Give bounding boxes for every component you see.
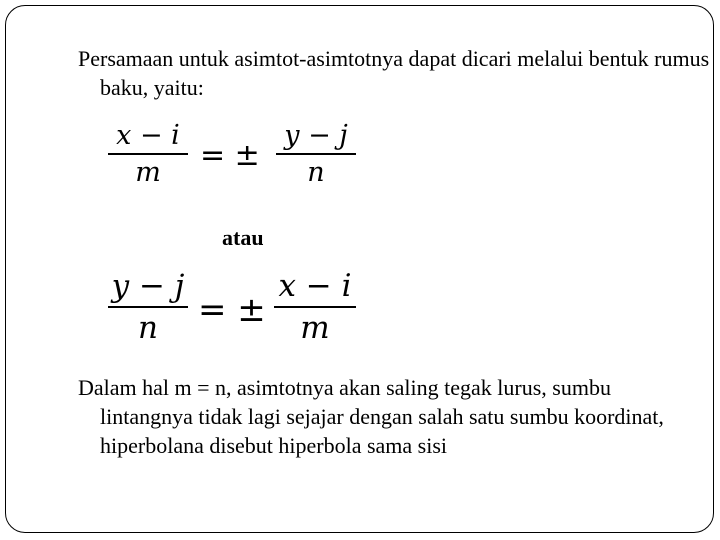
fraction-bar — [274, 306, 356, 308]
equals-plus-minus: = ± — [198, 290, 266, 330]
fraction-bar — [276, 153, 356, 155]
fraction-left — [108, 120, 188, 188]
fraction-right — [274, 268, 356, 346]
denominator: n — [138, 310, 158, 346]
fraction-bar — [108, 153, 188, 155]
intro-paragraph: Persamaan untuk asimtot-asimtotnya dapat dicari melalui bentuk rumus baku, yaitu: — [78, 46, 710, 100]
numerator: y − j — [284, 120, 348, 151]
separator-text: atau — [222, 225, 264, 250]
fraction-right — [276, 120, 356, 188]
fraction-bar — [108, 306, 188, 308]
equation-2 — [108, 268, 368, 353]
numerator: x − i — [278, 268, 352, 304]
numerator: y − j — [111, 268, 185, 304]
equals-plus-minus: = ± — [200, 138, 260, 173]
denominator: n — [307, 157, 325, 188]
numerator: x − i — [116, 120, 180, 151]
denominator: m — [300, 310, 330, 346]
conclusion-paragraph: Dalam hal m = n, asimtotnya akan saling tegak lurus, sumbu lintangnya tidak lagi sejajar dengan salah satu sumbu koordinat, hiperbolana disebut hiperbola sama sisi — [78, 375, 664, 458]
denominator: m — [135, 157, 161, 188]
fraction-left — [108, 268, 188, 346]
equation-1 — [108, 120, 368, 195]
